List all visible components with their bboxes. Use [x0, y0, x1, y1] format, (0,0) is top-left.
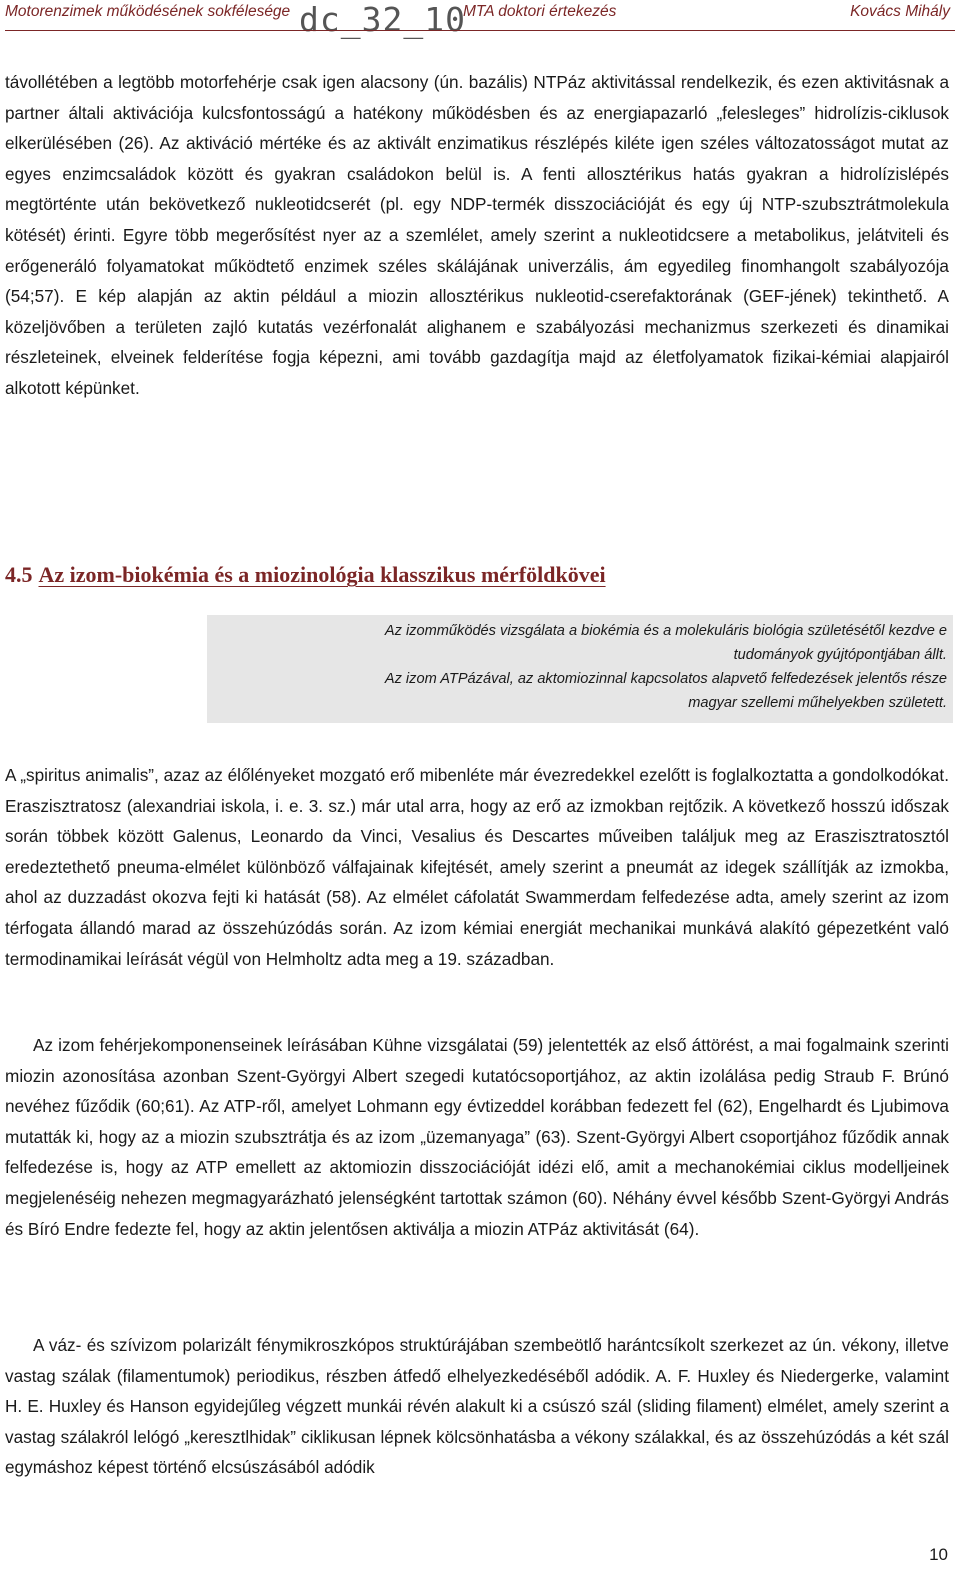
section-heading	[5, 562, 606, 588]
epigraph-line: magyar szellemi műhelyekben született.	[688, 695, 947, 711]
paragraph-3: Az izom fehérjekomponenseinek leírásában Kühne vizsgálatai (59) jelentették az első áttörést, a mai fogalmaink szerinti miozin azonosítása azonban Szent-Györgyi Albert szegedi kutatócsoportjához, az aktin izolálása pedig Straub F. Brúnó nevéhez fűződik (60;61). Az ATP-ről, amelyet Lohmann egy évtizeddel korábban fedezett fel (62), Engelhardt és Ljubimova mutatták ki, hogy az a miozin szubsztrátja és az izom „üzemanyaga” (63). Szent-Györgyi Albert csoportjához fűződik annak felfedezése is, hogy az ATP emellett az aktomiozin disszociációját idézi elő, amit a mechanokémiai ciklus modelljeinek megjelenéséig nehezen megmagyarázható jelenségként tartottak számon (60). Néhány évvel később Szent-Györgyi András és Bíró Endre fedezte fel, hogy az aktin jelentősen aktiválja a miozin ATPáz aktivitását (64).	[5, 1035, 949, 1239]
header-rule	[5, 30, 955, 31]
epigraph-line: Az izomműködés vizsgálata a biokémia és a molekuláris biológia születésétől kezdve e	[384, 623, 947, 639]
page-number: 10	[929, 1545, 948, 1564]
page-header	[0, 0, 960, 39]
header-center: MTA doktori értekezés	[463, 3, 617, 20]
epigraph-line: Az izom ATPázával, az aktomiozinnal kapcsolatos alapvető felfedezések jelentős része	[384, 671, 947, 687]
paragraph-1: távollétében a legtöbb motorfehérje csak igen alacsony (ún. bazális) NTPáz aktivitással rendelkezik, és ezen aktivitásnak a partner általi aktivációja kulcsfontosságú a hatékony működésben és az energiapazarló „felesleges” hidrolízis-ciklusok elkerülésében (26). Az aktiváció mértéke és az aktivált enzimatikus részlépés kiléte igen széles változatosságot mutat az egyes enzimcsaládok között és gyakran családokon belül is. A fenti allosztérikus hatás gyakran a hidrolízislépés megtörténte után bekövetkező nukleotidcserét (pl. egy NDP-termék disszociációját és egy új NTP-szubsztrátmolekula kötését) érinti. Egyre több megerősítést nyer az a szemlélet, amely szerint a nukleotidcsere a metabolikus, jelátviteli és erőgeneráló folyamatokat működtető enzimek széles skálájának univerzális, ám egyedileg finomhangolt szabályozója (54;57). E kép alapján az aktin például a miozin allosztérikus nukleotid-cserefaktorának (GEF-jének) tekinthető. A közeljövőben a területen zajló kutatás vezérfonalát alighanem e szabályozási mechanizmus szerkezeti és dinamikai részleteinek, elveinek felderítése fogja képezni, ami tovább gazdagítja majd az életfolyamatok fizikai-kémiai alapjairól alkotott képünket.	[5, 72, 949, 398]
section-number: 4.5	[5, 562, 33, 587]
paragraph-2: A „spiritus animalis”, azaz az élőlényeket mozgató erő mibenléte már évezredekkel ezelőtt is foglalkoztatta a gondolkodókat. Eraszisztratosz (alexandriai iskola, i. e. 3. sz.) már utal arra, hogy az erő az izmokban rejtőzik. A következő hosszú időszak során többek között Galenus, Leonardo da Vinci, Vesalius és Descartes műveiben találjuk meg az Eraszisztratosztól eredeztethető pneuma-elmélet különböző válfajainak kifejtését, amely szerint a pneumát az idegek szállítják az izmokba, ahol az duzzadást okozva fejti ki hatását (58). Az elmélet cáfolatát Swammerdam felfedezése adta, amely szerint az izom térfogata állandó marad az összehúzódás során. Az izom kémiai energiát mechanikai munkává alakító gépezetként való termodinamikai leírását végül von Helmholtz adta meg a 19. században.	[5, 765, 949, 969]
epigraph-box	[207, 615, 953, 723]
header-author: Kovács Mihály	[850, 3, 950, 20]
document-id-stamp: dc_32_10	[299, 0, 466, 39]
epigraph-line: tudományok gyújtópontjában állt.	[733, 647, 947, 663]
paragraph-4: A váz- és szívizom polarizált fénymikroszkópos struktúrájában szembeötlő harántcsíkolt szerkezet az ún. vékony, illetve vastag szálak (filamentumok) periodikus, részben átfedő elhelyezkedéséből adódik. A. F. Huxley és Niedergerke, valamint H. E. Huxley és Hanson egyidejűleg végzett munkái révén alakult ki a csúszó szál (sliding filament) elmélet, amely szerint a vastag szálakról lelógó „keresztlhidak” ciklikusan lépnek kölcsönhatásba a vékony szálakkal, és az összehúzódás a két szál egymáshoz képest történő elcsúszásából adódik	[5, 1335, 949, 1478]
section-title: Az izom-biokémia és a miozinológia klasszikus mérföldkövei	[38, 562, 606, 587]
header-title: Motorenzimek működésének sokfélesége	[5, 3, 291, 20]
